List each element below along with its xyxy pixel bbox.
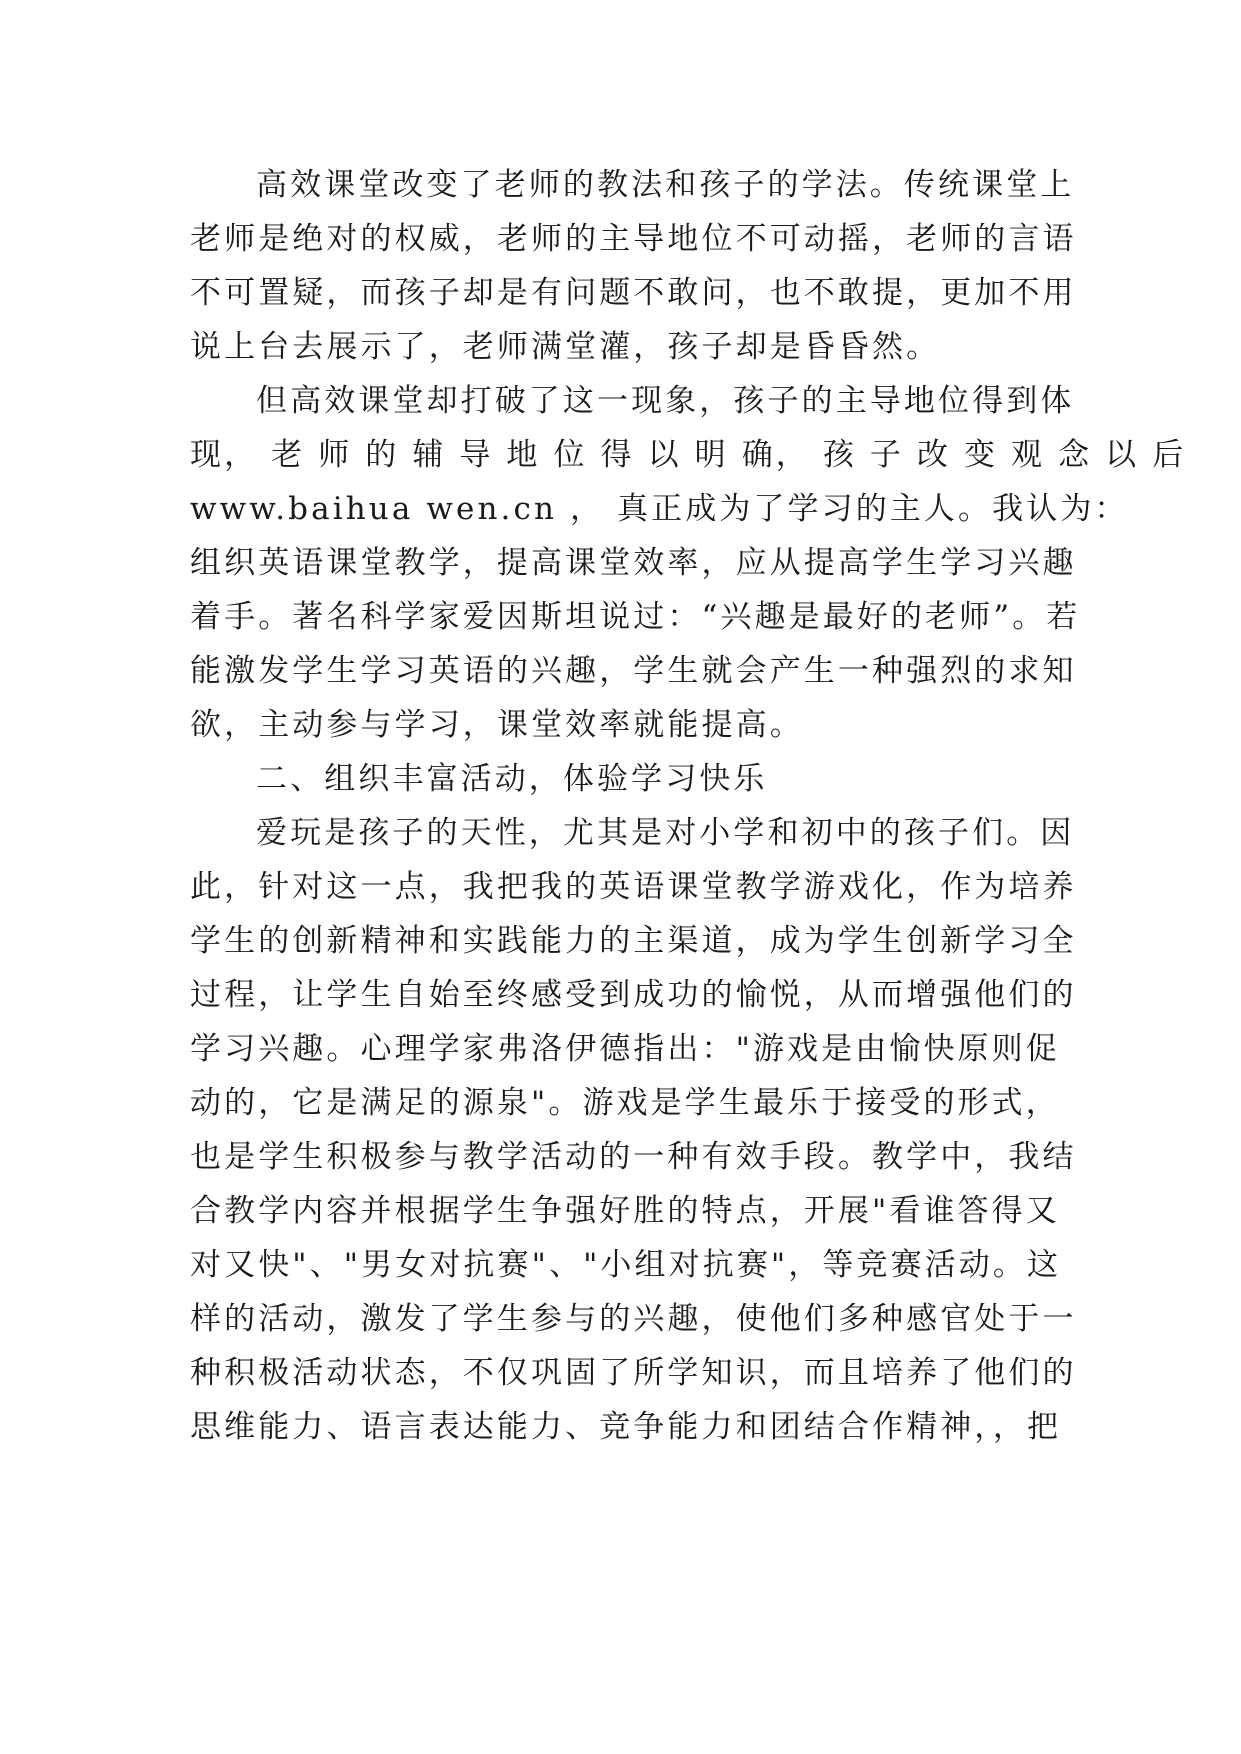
paragraph-line: 老师是绝对的权威，老师的主导地位不可动摇，老师的言语 bbox=[190, 221, 1077, 257]
paragraph-line: 过程，让学生自始至终感受到成功的愉悦，从而增强他们的 bbox=[190, 977, 1077, 1013]
paragraph-line: 组织英语课堂教学，提高课堂效率，应从提高学生学习兴趣 bbox=[190, 545, 1077, 581]
paragraph-line: 欲，主动参与学习，课堂效率就能提高。 bbox=[190, 707, 804, 743]
paragraph-line: 种积极活动状态，不仅巩固了所学知识，而且培养了他们的 bbox=[190, 1355, 1077, 1391]
paragraph-line: 高效课堂改变了老师的教法和孩子的学法。传统课堂上 bbox=[256, 167, 1075, 203]
paragraph-line: 着手。著名科学家爱因斯坦说过：“兴趣是最好的老师”。若 bbox=[190, 599, 1081, 635]
paragraph-line: 学习兴趣。心理学家弗洛伊德指出："游戏是由愉快原则促 bbox=[190, 1031, 1060, 1067]
paragraph-line: 动的，它是满足的源泉"。游戏是学生最乐于接受的形式， bbox=[190, 1085, 1060, 1121]
paragraph-line: 也是学生积极参与教学活动的一种有效手段。教学中，我结 bbox=[190, 1139, 1077, 1175]
paragraph-line: 学生的创新精神和实践能力的主渠道，成为学生创新学习全 bbox=[190, 923, 1077, 959]
paragraph-line: 爱玩是孩子的天性，尤其是对小学和初中的孩子们。因 bbox=[256, 815, 1075, 851]
paragraph-line: 不可置疑，而孩子却是有问题不敢问，也不敢提，更加不用 bbox=[190, 275, 1077, 311]
document-body bbox=[190, 158, 1187, 1454]
paragraph-line: 此，针对这一点，我把我的英语课堂教学游戏化，作为培养 bbox=[190, 869, 1077, 905]
section-heading: 二、组织丰富活动，体验学习快乐 bbox=[256, 761, 768, 797]
paragraph-line: 但高效课堂却打破了这一现象，孩子的主导地位得到体 bbox=[256, 383, 1075, 419]
paragraph-line: 能激发学生学习英语的兴趣，学生就会产生一种强烈的求知 bbox=[190, 653, 1077, 689]
paragraph-line: 合教学内容并根据学生争强好胜的特点，开展"看谁答得又 bbox=[190, 1193, 1060, 1229]
paragraph-line: 说上台去展示了，老师满堂灌，孩子却是昏昏然。 bbox=[190, 329, 941, 365]
paragraph-line: 对又快"、"男女对抗赛"、"小组对抗赛"，等竞赛活动。这 bbox=[190, 1247, 1062, 1283]
paragraph-line: 样的活动，激发了学生参与的兴趣，使他们多种感官处于一 bbox=[190, 1301, 1077, 1337]
paragraph-line: www.baihua wen.cn ， 真正成为了学习的主人。我认为： bbox=[190, 491, 1129, 527]
paragraph-line: 现， 老 师 的 辅 导 地 位 得 以 明 确， 孩 子 改 变 观 念 以 后 bbox=[190, 437, 1187, 473]
paragraph-line: 思维能力、语言表达能力、竞争能力和团结合作精神，，把 bbox=[190, 1409, 1062, 1445]
